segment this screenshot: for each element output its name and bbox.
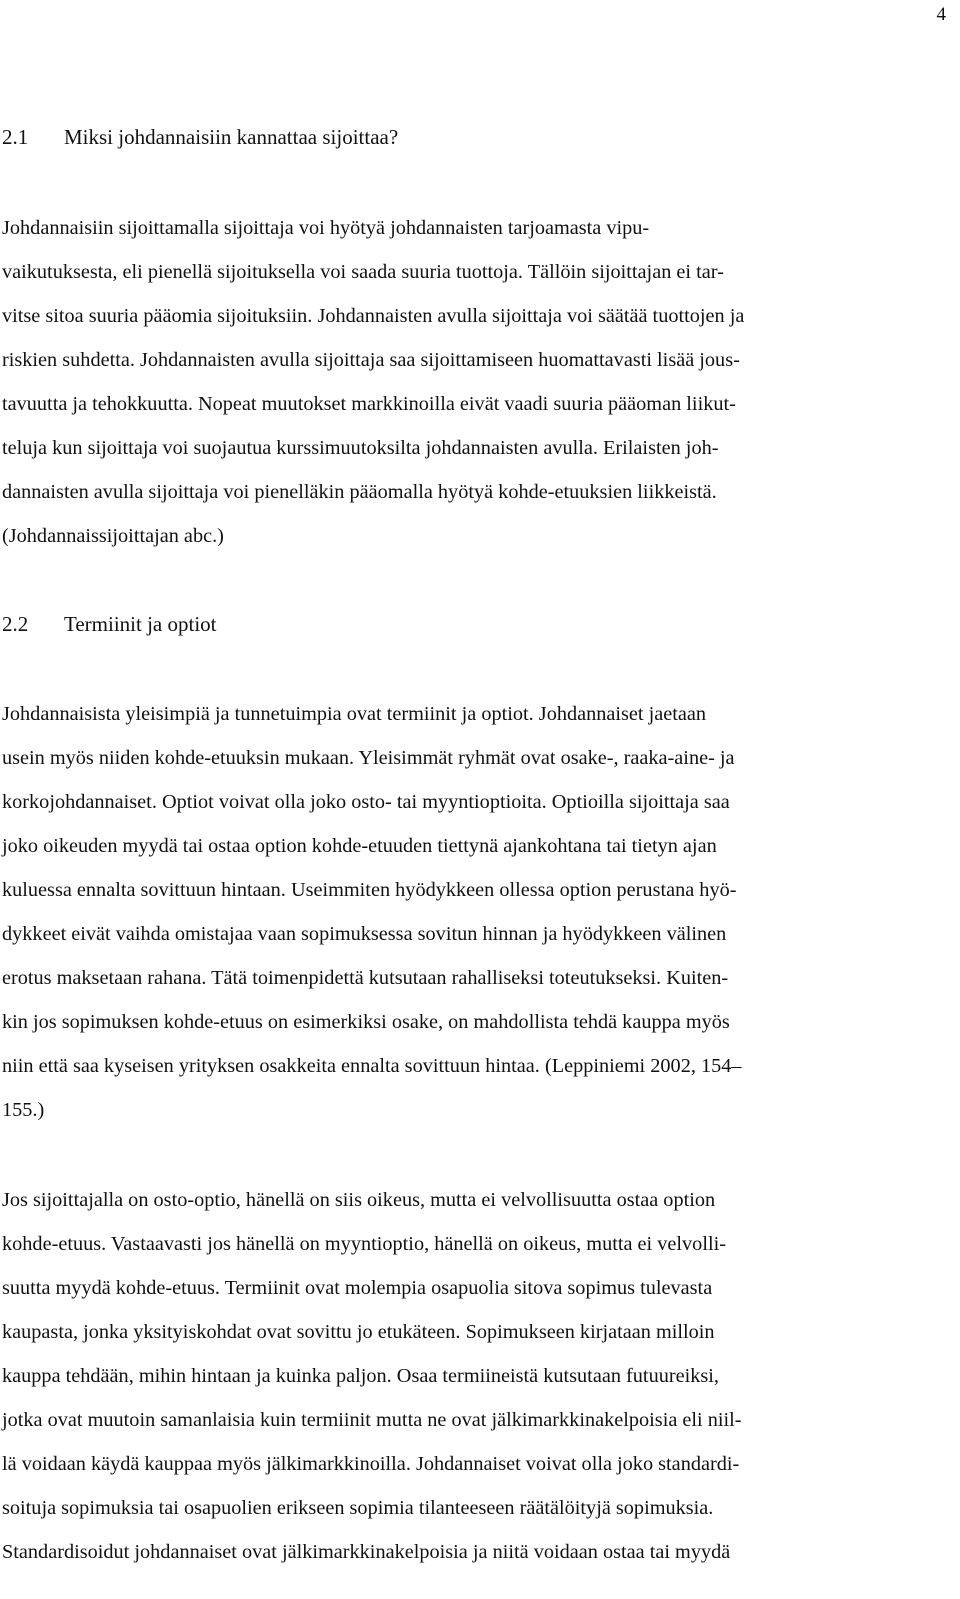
- text-line: kuluessa ennalta sovittuun hintaan. Useimmiten hyödykkeen ollessa option perustana hyö-: [2, 879, 737, 901]
- text-line: suutta myydä kohde-etuus. Termiinit ovat molempia osapuolia sitova sopimus tulevasta: [2, 1277, 713, 1299]
- paragraph-2-2-1: [2, 692, 942, 1132]
- text-line: joko oikeuden myydä tai ostaa option kohde-etuuden tiettynä ajankohtana tai tietyn ajan: [2, 835, 717, 857]
- text-line: vaikutuksesta, eli pienellä sijoituksella voi saada suuria tuottoja. Tällöin sijoittajan ei tar-: [2, 261, 724, 283]
- section-number: 2.1: [2, 125, 29, 149]
- text-line: dannaisten avulla sijoittaja voi pienelläkin pääomalla hyötyä kohde-etuuksien liikkeistä.: [2, 481, 717, 503]
- text-line: teluja kun sijoittaja voi suojautua kurssimuutoksilta johdannaisten avulla. Erilaisten joh-: [2, 437, 719, 459]
- text-line: erotus maksetaan rahana. Tätä toimenpidettä kutsutaan rahalliseksi toteutukseksi. Kuiten-: [2, 967, 729, 989]
- text-line: 155.): [2, 1099, 45, 1121]
- text-line: tavuutta ja tehokkuutta. Nopeat muutokset markkinoilla eivät vaadi suuria pääoman liikut-: [2, 393, 736, 415]
- text-line: usein myös niiden kohde-etuuksin mukaan. Yleisimmät ryhmät ovat osake-, raaka-aine- ja: [2, 747, 735, 769]
- text-line: soituja sopimuksia tai osapuolien erikseen sopimia tilanteeseen räätälöityjä sopimuksia.: [2, 1497, 714, 1519]
- text-line: (Johdannaissijoittajan abc.): [2, 525, 224, 547]
- text-line: korkojohdannaiset. Optiot voivat olla joko osto- tai myyntioptioita. Optioilla sijoittaja saa: [2, 791, 730, 813]
- section-number: 2.2: [2, 612, 29, 636]
- text-line: kaupasta, jonka yksityiskohdat ovat sovittu jo etukäteen. Sopimukseen kirjataan milloin: [2, 1321, 715, 1343]
- paragraph-2-1-1: [2, 206, 942, 558]
- text-line: vitse sitoa suuria pääomia sijoituksiin. Johdannaisten avulla sijoittaja voi säätää tuottojen ja: [2, 305, 745, 327]
- text-line: kin jos sopimuksen kohde-etuus on esimerkiksi osake, on mahdollista tehdä kauppa myös: [2, 1011, 730, 1033]
- text-line: Standardisoidut johdannaiset ovat jälkimarkkinakelpoisia ja niitä voidaan ostaa tai myydä: [2, 1541, 731, 1563]
- text-line: kohde-etuus. Vastaavasti jos hänellä on myyntioptio, hänellä on oikeus, mutta ei velvolli-: [2, 1233, 726, 1255]
- section-title: Termiinit ja optiot: [64, 612, 217, 636]
- text-line: jotka ovat muutoin samanlaisia kuin termiinit mutta ne ovat jälkimarkkinakelpoisia eli niil-: [2, 1409, 742, 1431]
- text-line: niin että saa kyseisen yrityksen osakkeita ennalta sovittuun hintaa. (Leppiniemi 2002, 154–: [2, 1055, 742, 1077]
- text-line: lä voidaan käydä kauppaa myös jälkimarkkinoilla. Johdannaiset voivat olla joko standardi-: [2, 1453, 740, 1475]
- section-heading-2-1: [2, 125, 398, 150]
- paragraph-2-2-2: [2, 1178, 942, 1574]
- text-line: riskien suhdetta. Johdannaisten avulla sijoittaja saa sijoittamiseen huomattavasti lisää jous-: [2, 349, 740, 371]
- text-line: kauppa tehdään, mihin hintaan ja kuinka paljon. Osaa termiineistä kutsutaan futuureiksi,: [2, 1365, 719, 1387]
- text-line: Jos sijoittajalla on osto-optio, hänellä on siis oikeus, mutta ei velvollisuutta ostaa option: [2, 1189, 716, 1211]
- text-line: Johdannaisiin sijoittamalla sijoittaja voi hyötyä johdannaisten tarjoamasta vipu-: [2, 217, 650, 239]
- page-number: 4: [936, 4, 946, 25]
- section-heading-2-2: [2, 612, 217, 637]
- section-title: Miksi johdannaisiin kannattaa sijoittaa?: [64, 125, 399, 149]
- text-line: dykkeet eivät vaihda omistajaa vaan sopimuksessa sovitun hinnan ja hyödykkeen välinen: [2, 923, 727, 945]
- text-line: Johdannaisista yleisimpiä ja tunnetuimpia ovat termiinit ja optiot. Johdannaiset jaetaan: [2, 703, 707, 725]
